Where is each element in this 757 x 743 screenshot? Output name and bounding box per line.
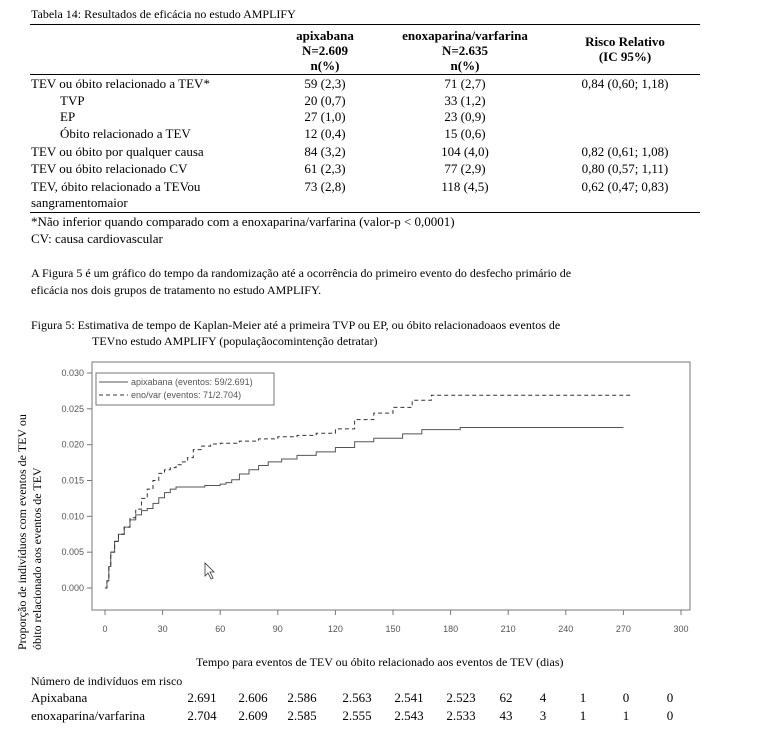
x-tick-label: 120 xyxy=(327,624,343,634)
risk-value: 43 xyxy=(499,708,513,723)
table-top-rule xyxy=(30,24,700,25)
risk-value: 2.555 xyxy=(342,708,372,723)
risk-value: 1 xyxy=(579,690,587,705)
row-label: TEV ou óbito relacionado a TEV* xyxy=(31,76,210,91)
x-tick-label: 30 xyxy=(157,624,168,634)
mouse-cursor-icon xyxy=(205,563,214,579)
risk-value: 2.543 xyxy=(394,708,424,723)
y-tick-label: 0.030 xyxy=(61,368,84,378)
cell-relative-risk: 0,84 (0,60; 1,18) xyxy=(581,76,669,91)
cell-apixabana: 12 (0,4) xyxy=(304,126,346,141)
header-apixabana: apixabana N=2.609 n(%) xyxy=(296,28,354,73)
risk-value: 2.523 xyxy=(446,690,476,705)
y-tick-label: 0.005 xyxy=(61,547,84,558)
cell-enoxaparina: 118 (4,5) xyxy=(441,179,489,194)
cell-apixabana: 73 (2,8) xyxy=(304,179,346,194)
cell-apixabana: 20 (0,7) xyxy=(304,93,346,108)
risk-value: 1 xyxy=(622,708,630,723)
cell-relative-risk: 0,82 (0,61; 1,08) xyxy=(581,144,669,159)
risk-value: 2.606 xyxy=(238,690,268,705)
y-tick-label: 0.000 xyxy=(61,583,84,593)
risk-value: 2.704 xyxy=(187,708,217,723)
footnote-cv: CV: causa cardiovascular xyxy=(31,231,163,246)
figure-caption-line-1: Figura 5: Estimativa de tempo de Kaplan-Meier até a primeira TVP ou EP, ou óbito relacionadoaos eventos de xyxy=(31,318,561,332)
x-tick-label: 90 xyxy=(272,624,283,634)
header-enoxaparina: enoxaparina/varfarina N=2.635 n(%) xyxy=(402,28,528,73)
y-tick-label: 0.010 xyxy=(61,511,84,522)
risk-value: 4 xyxy=(539,690,547,705)
risk-value: 2.563 xyxy=(342,690,372,705)
row-label: EP xyxy=(60,109,76,124)
cell-relative-risk: 0,80 (0,57; 1,11) xyxy=(581,161,669,176)
risk-row-label: enoxaparina/varfarina xyxy=(31,708,146,723)
x-tick-label: 0 xyxy=(102,624,108,634)
x-tick-label: 300 xyxy=(673,624,689,634)
row-label: TEV ou óbito por qualquer causa xyxy=(31,144,204,159)
legend-entry: eno/var (eventos: 71/2.704) xyxy=(131,390,242,400)
y-axis-label-line-2: óbito relacionado aos eventos de TEV xyxy=(30,467,44,650)
risk-row-label: Apixabana xyxy=(31,690,88,705)
row-label: TEV ou óbito relacionado CV xyxy=(31,161,188,176)
x-axis-label: Tempo para eventos de TEV ou óbito relacionado aos eventos de TEV (dias) xyxy=(196,655,564,669)
table-header-rule xyxy=(30,74,700,75)
risk-value: 2.586 xyxy=(287,690,317,705)
x-tick-label: 180 xyxy=(443,624,459,634)
km-curve-apixabana xyxy=(105,427,623,588)
table-title: Tabela 14: Resultados de eficácia no estudo AMPLIFY xyxy=(31,7,296,21)
paragraph-line-1: A Figura 5 é um gráfico do tempo da randomização até a ocorrência do primeiro evento do desfecho primário de xyxy=(31,266,572,280)
table-bottom-rule xyxy=(30,212,700,213)
footnote-noninferior: *Não inferior quando comparado com a enoxaparina/varfarina (valor-p < 0,0001) xyxy=(31,214,455,229)
cell-enoxaparina: 33 (1,2) xyxy=(444,93,486,108)
paragraph-line-2: eficácia nos dois grupos de tratamento no estudo AMPLIFY. xyxy=(31,283,322,297)
risk-value: 1 xyxy=(579,708,587,723)
risk-value: 0 xyxy=(622,690,630,705)
cell-apixabana: 61 (2,3) xyxy=(304,161,346,176)
row-label: TEV, óbito relacionado a TEVou xyxy=(31,179,201,194)
cell-apixabana: 59 (2,3) xyxy=(304,76,346,91)
x-tick-label: 60 xyxy=(215,624,226,634)
row-label-continued: sangramentomaior xyxy=(31,195,128,210)
risk-value: 0 xyxy=(666,690,674,705)
y-tick-label: 0.015 xyxy=(61,475,84,486)
cell-enoxaparina: 104 (4,0) xyxy=(441,144,489,159)
risk-value: 2.541 xyxy=(394,690,424,705)
x-tick-label: 210 xyxy=(500,624,516,634)
cell-apixabana: 84 (3,2) xyxy=(304,144,346,159)
y-tick-label: 0.020 xyxy=(61,439,84,450)
risk-value: 2.691 xyxy=(187,690,217,705)
cell-enoxaparina: 77 (2,9) xyxy=(444,161,486,176)
kaplan-meier-chart xyxy=(0,350,757,680)
x-tick-label: 240 xyxy=(558,624,574,634)
risk-value: 0 xyxy=(666,708,674,723)
risk-table-title: Número de indivíduos em risco xyxy=(31,674,183,688)
row-label: TVP xyxy=(60,93,85,108)
cell-enoxaparina: 23 (0,9) xyxy=(444,109,486,124)
cell-enoxaparina: 71 (2,7) xyxy=(444,76,486,91)
y-axis-label-line-1: Proporção de indivíduos com eventos de TEV ou xyxy=(15,414,29,650)
risk-value: 2.585 xyxy=(287,708,317,723)
legend-entry: apixabana (eventos: 59/2.691) xyxy=(131,377,253,387)
risk-value: 62 xyxy=(499,690,513,705)
cell-enoxaparina: 15 (0,6) xyxy=(444,126,486,141)
row-label: Óbito relacionado a TEV xyxy=(60,126,191,141)
header-relative-risk: Risco Relativo (IC 95%) xyxy=(585,34,665,64)
risk-value: 2.533 xyxy=(446,708,476,723)
risk-value: 2.609 xyxy=(238,708,268,723)
x-tick-label: 150 xyxy=(385,624,401,634)
x-tick-label: 270 xyxy=(615,624,631,634)
cell-apixabana: 27 (1,0) xyxy=(304,109,346,124)
figure-caption-line-2: TEVno estudo AMPLIFY (populaçãocomintenção detratar) xyxy=(92,334,378,348)
y-tick-label: 0.025 xyxy=(61,403,84,414)
cell-relative-risk: 0,62 (0,47; 0,83) xyxy=(581,179,669,194)
risk-value: 3 xyxy=(539,708,547,723)
km-curve-eno-var xyxy=(105,395,633,588)
